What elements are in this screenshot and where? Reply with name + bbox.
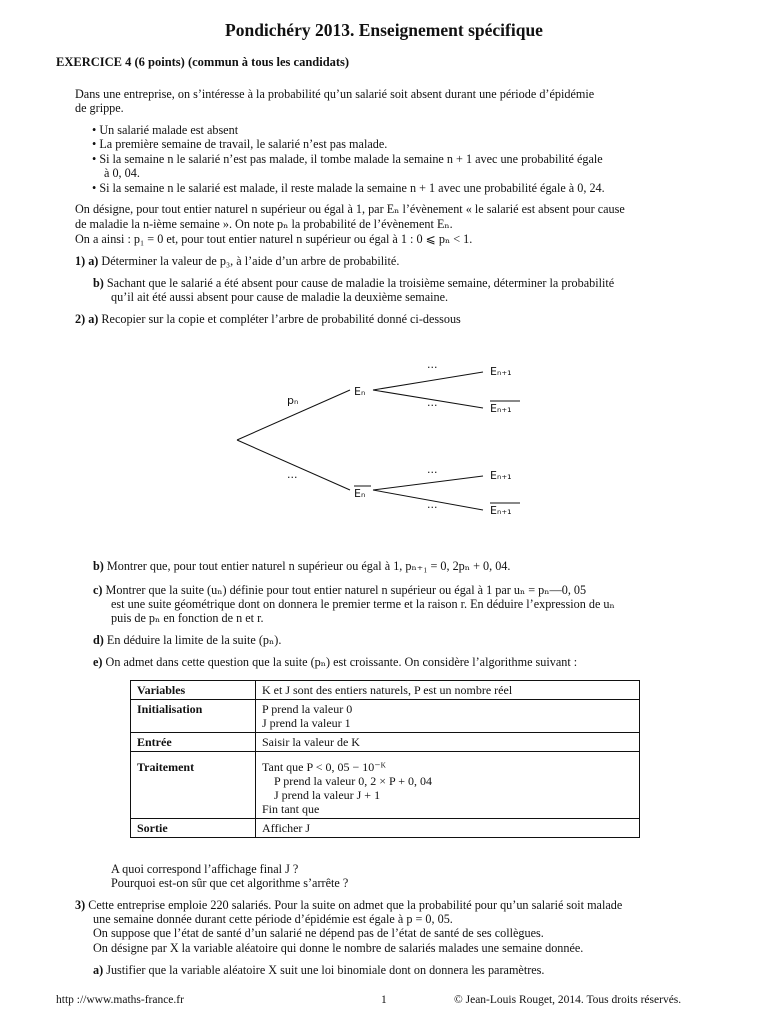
- node-en1: Eₙ₊₁: [490, 365, 512, 378]
- intro-line: de grippe.: [75, 101, 124, 115]
- branch-label-dots: ···: [287, 471, 298, 484]
- question-3: 3) Cette entreprise emploie 220 salariés. Pour la suite on admet que la probabilité pour qu’un salarié soit malade: [75, 898, 623, 912]
- branch-label-pn: pₙ: [287, 394, 299, 407]
- question-1a: 1) a) Déterminer la valeur de p₃, à l’aide d’un arbre de probabilité.: [75, 254, 400, 268]
- bullet-item: • La première semaine de travail, le salarié n’est pas malade.: [92, 137, 388, 151]
- branch-label-dots: ···: [427, 501, 438, 514]
- question-2c-cont: est une suite géométrique dont on donnera le premier terme et la raison r. En déduire l’expression de uₙ: [111, 597, 615, 611]
- question-2c: c) Montrer que la suite (uₙ) définie pour tout entier naturel n supérieur ou égal à 1 par uₙ = pₙ—0, 05: [93, 583, 587, 597]
- row-head: Initialisation: [131, 700, 256, 733]
- table-row: [131, 752, 640, 819]
- row-body: P prend la valeur 0 J prend la valeur 1: [256, 700, 640, 733]
- row-body: Tant que P < 0, 05 − 10⁻ᴷ P prend la valeur 0, 2 × P + 0, 04 J prend la valeur J + 1 Fin tant que: [256, 752, 640, 819]
- footer-copyright: © Jean-Louis Rouget, 2014. Tous droits réservés.: [454, 994, 682, 1006]
- question-3-cont: On désigne par X la variable aléatoire qui donne le nombre de salariés malades une semaine donnée.: [93, 941, 584, 955]
- question-3-cont: une semaine donnée durant cette période d’épidémie est égale à p = 0, 05.: [93, 912, 453, 926]
- definition-line: On désigne, pour tout entier naturel n supérieur ou égal à 1, par Eₙ l’évènement « le salarié est absent pour cause: [75, 202, 625, 216]
- question-2e: e) On admet dans cette question que la suite (pₙ) est croissante. On considère l’algorithme suivant :: [93, 655, 578, 669]
- node-en1-bar: Eₙ₊₁: [490, 504, 512, 517]
- question-2b: b) Montrer que, pour tout entier naturel n supérieur ou égal à 1, pₙ₊₁ = 0, 2pₙ + 0, 04.: [93, 559, 511, 573]
- row-head: Entrée: [131, 733, 256, 752]
- page-title: Pondichéry 2013. Enseignement spécifique: [225, 20, 543, 40]
- row-head: Sortie: [131, 819, 256, 838]
- question-1b: b) Sachant que le salarié a été absent pour cause de maladie la troisième semaine, déterminer la probabilité: [93, 276, 615, 290]
- question-3-cont: On suppose que l’état de santé d’un salarié ne dépend pas de l’état de santé de ses collègues.: [93, 926, 544, 940]
- table-row: [131, 733, 640, 752]
- question-3a: a) Justifier que la variable aléatoire X suit une loi binomiale dont on donnera les paramètres.: [93, 963, 545, 977]
- question-2a: 2) a) Recopier sur la copie et compléter l’arbre de probabilité donné ci-dessous: [75, 312, 461, 326]
- row-body: K et J sont des entiers naturels, P est un nombre réel: [256, 681, 640, 700]
- node-en: Eₙ: [354, 385, 366, 398]
- bullet-item: • Si la semaine n le salarié n’est pas malade, il tombe malade la semaine n + 1 avec une probabilité égale: [92, 152, 603, 166]
- table-row: [131, 819, 640, 838]
- branch-label-dots: ···: [427, 466, 438, 479]
- branch-label-dots: ···: [427, 399, 438, 412]
- intro-line: Dans une entreprise, on s’intéresse à la probabilité qu’un salarié soit absent durant une période d’épidémie: [75, 87, 595, 101]
- algorithm-table: [130, 680, 640, 838]
- table-row: [131, 681, 640, 700]
- definition-line: On a ainsi : p₁ = 0 et, pour tout entier naturel n supérieur ou égal à 1 : 0 ⩽ pₙ < 1.: [75, 232, 473, 246]
- footer-url[interactable]: http ://www.maths-france.fr: [56, 994, 184, 1006]
- node-en1: Eₙ₊₁: [490, 469, 512, 482]
- bullet-item: • Si la semaine n le salarié est malade, il reste malade la semaine n + 1 avec une probabilité égale à 0, 24.: [92, 181, 605, 195]
- row-head: Variables: [131, 681, 256, 700]
- branch-label-dots: ···: [427, 361, 438, 374]
- tree-branch: [373, 372, 483, 390]
- row-body: Afficher J: [256, 819, 640, 838]
- table-row: [131, 700, 640, 733]
- page-number: 1: [381, 994, 387, 1006]
- node-en1-bar: Eₙ₊₁: [490, 402, 512, 415]
- question-2c-cont: puis de pₙ en fonction de n et r.: [111, 611, 264, 625]
- question-2e-sub: Pourquoi est-on sûr que cet algorithme s’arrête ?: [111, 876, 349, 890]
- definition-line: de maladie la n-ième semaine ». On note pₙ la probabilité de l’évènement Eₙ.: [75, 217, 453, 231]
- exercise-heading: EXERCICE 4 (6 points) (commun à tous les candidats): [56, 55, 350, 69]
- question-1b-cont: qu’il ait été aussi absent pour cause de maladie la deuxième semaine.: [111, 290, 449, 304]
- row-body: Saisir la valeur de K: [256, 733, 640, 752]
- probability-tree: [225, 355, 545, 525]
- question-2e-sub: A quoi correspond l’affichage final J ?: [111, 862, 299, 876]
- row-head: Traitement: [131, 752, 256, 819]
- bullet-continuation: à 0, 04.: [104, 166, 140, 180]
- node-en-bar: Eₙ: [354, 487, 366, 500]
- bullet-item: • Un salarié malade est absent: [92, 123, 239, 137]
- question-2d: d) En déduire la limite de la suite (pₙ).: [93, 633, 282, 647]
